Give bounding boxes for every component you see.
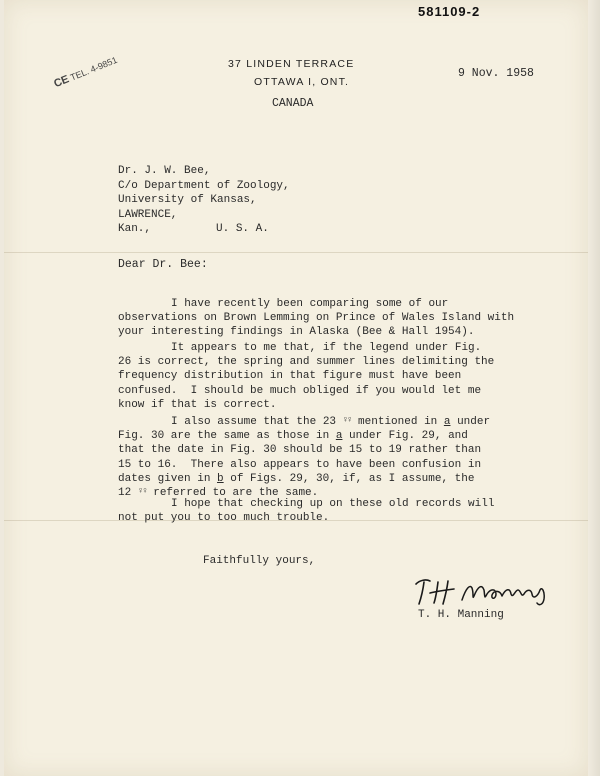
paragraph-4 bbox=[118, 497, 494, 525]
recipient-country: U. S. A. bbox=[216, 223, 269, 236]
paragraph-line: I hope that checking up on these old records will bbox=[171, 498, 495, 510]
handwritten-signature bbox=[412, 572, 548, 608]
paragraph-3 bbox=[118, 415, 490, 500]
signer-name: T. H. Manning bbox=[418, 609, 504, 621]
recipient-name: Dr. J. W. Bee, bbox=[118, 165, 211, 177]
paragraph-line: confused. I should be much obliged if you would let me bbox=[118, 384, 482, 397]
paper-edge bbox=[588, 0, 600, 776]
reference-number: 581109-2 bbox=[418, 4, 481, 19]
paragraph-line: that the date in Fig. 30 should be 15 to 19 rather than bbox=[118, 444, 482, 457]
telephone-number: TEL. 4-9851 bbox=[68, 54, 119, 83]
paragraph-line: your interesting findings in Alaska (Bee & Hall 1954). bbox=[118, 326, 475, 339]
letterhead-country: CANADA bbox=[272, 97, 314, 110]
recipient-state-line bbox=[118, 222, 290, 237]
paragraph-line: observations on Brown Lemming on Prince of Wales Island with bbox=[118, 312, 515, 325]
salutation: Dear Dr. Bee: bbox=[118, 258, 208, 271]
recipient-address bbox=[118, 164, 290, 237]
paragraph-1 bbox=[118, 297, 514, 340]
letterhead-address-line2: OTTAWA I, ONT. bbox=[254, 76, 350, 88]
recipient-university: University of Kansas, bbox=[118, 194, 257, 207]
paragraph-line: 12 ♀♀ referred to are the same. bbox=[118, 486, 319, 500]
female-symbol-icon: ♀♀ bbox=[137, 486, 147, 497]
recipient-state: Kan., bbox=[118, 223, 152, 236]
telephone-prefix: CE bbox=[52, 73, 71, 91]
paragraph-line: It appears to me that, if the legend under Fig. bbox=[171, 342, 482, 354]
paragraph-line: 26 is correct, the spring and summer lines delimiting the bbox=[118, 356, 495, 369]
letter-date: 9 Nov. 1958 bbox=[458, 67, 534, 80]
paragraph-line: 15 to 16. There also appears to have been confusion in bbox=[118, 458, 482, 471]
paragraph-line: I also assume that the 23 ♀♀ mentioned in a under bbox=[171, 415, 491, 428]
paragraph-line: Fig. 30 are the same as those in a under Fig. 29, and bbox=[118, 430, 468, 443]
letterhead-address-line1: 37 LINDEN TERRACE bbox=[228, 58, 355, 70]
recipient-city: LAWRENCE, bbox=[118, 208, 178, 221]
paragraph-line: I have recently been comparing some of our bbox=[171, 298, 449, 310]
paragraph-line: know if that is correct. bbox=[118, 398, 277, 411]
paragraph-line: dates given in b of Figs. 29, 30, if, as I assume, the bbox=[118, 472, 475, 485]
female-symbol-icon: ♀♀ bbox=[342, 415, 352, 425]
fold-line bbox=[4, 252, 588, 253]
paragraph-2 bbox=[118, 341, 494, 412]
recipient-department: C/o Department of Zoology, bbox=[118, 179, 290, 192]
paragraph-line: not put you to too much trouble. bbox=[118, 512, 330, 525]
paragraph-line: frequency distribution in that figure must have been bbox=[118, 370, 462, 383]
closing: Faithfully yours, bbox=[203, 555, 316, 567]
